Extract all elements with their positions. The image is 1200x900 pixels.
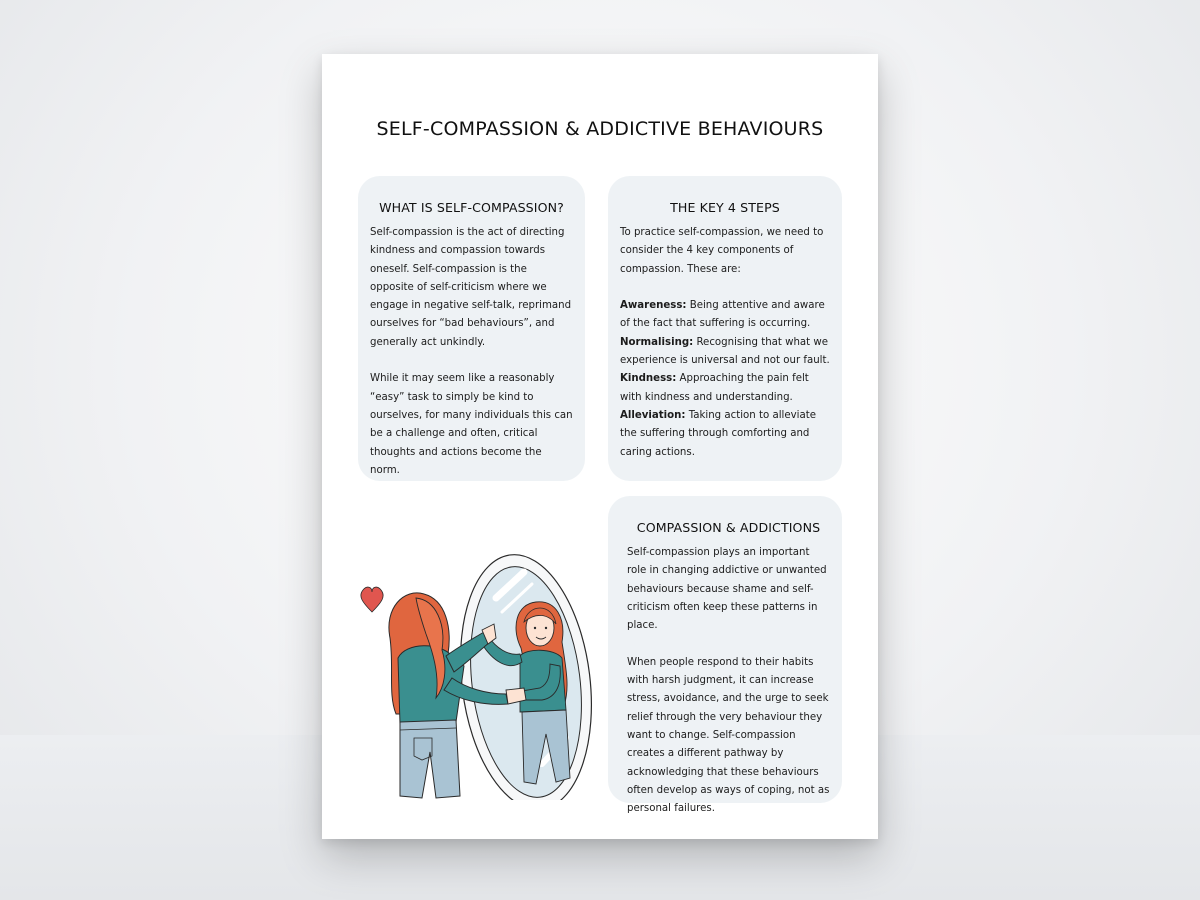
card-heading: WHAT IS SELF-COMPASSION? [379, 200, 564, 215]
steps-list [620, 297, 830, 462]
card-compassion-addictions [608, 496, 842, 815]
card-intro: To practice self-compassion, we need to consider the 4 key components of compassion. These are: [620, 227, 824, 275]
card-key-4-steps [608, 176, 842, 481]
woman-at-mirror-illustration [356, 538, 596, 800]
step-kindness: Kindness: Approaching the pain felt with kindness and understanding. [620, 373, 809, 403]
document-page [322, 54, 878, 839]
card-what-is-self-compassion [358, 176, 585, 481]
card-heading: THE KEY 4 STEPS [670, 200, 780, 215]
card-paragraph: Self-compassion plays an important role in changing addictive or unwanted behaviours because shame and self-criticism often keep these patterns in place. [627, 547, 827, 632]
step-normalising: Normalising: Recognising that what we experience is universal and not our fault. [620, 336, 830, 367]
step-awareness: Awareness: Being attentive and aware of the fact that suffering is occurring. [620, 300, 825, 330]
card-paragraph: While it may seem like a reasonably “easy” task to simply be kind to ourselves, for many individuals this can be a challenge and often, critical thoughts and actions become the norm. [370, 373, 573, 476]
card-heading: COMPASSION & ADDICTIONS [636, 520, 821, 535]
card-paragraph: Self-compassion is the act of directing kindness and compassion towards oneself. Self-compassion is the opposite of self-criticism where we engage in negative self-talk, reprimand ourselves for “bad behaviours”, and generally act unkindly. [370, 227, 572, 348]
heart-icon [361, 587, 383, 612]
page-title: SELF-COMPASSION & ADDICTIVE BEHAVIOURS [376, 118, 824, 140]
step-alleviation: Alleviation: Taking action to alleviate the suffering through comforting and caring actions. [620, 409, 816, 458]
card-paragraph: When people respond to their habits with harsh judgment, it can increase stress, avoidance, and the urge to seek relief through the very behaviour they want to change. Self-compassion creates a different pathway by acknowledging that these behaviours often develop as ways of coping, not as personal failures. [627, 656, 830, 815]
